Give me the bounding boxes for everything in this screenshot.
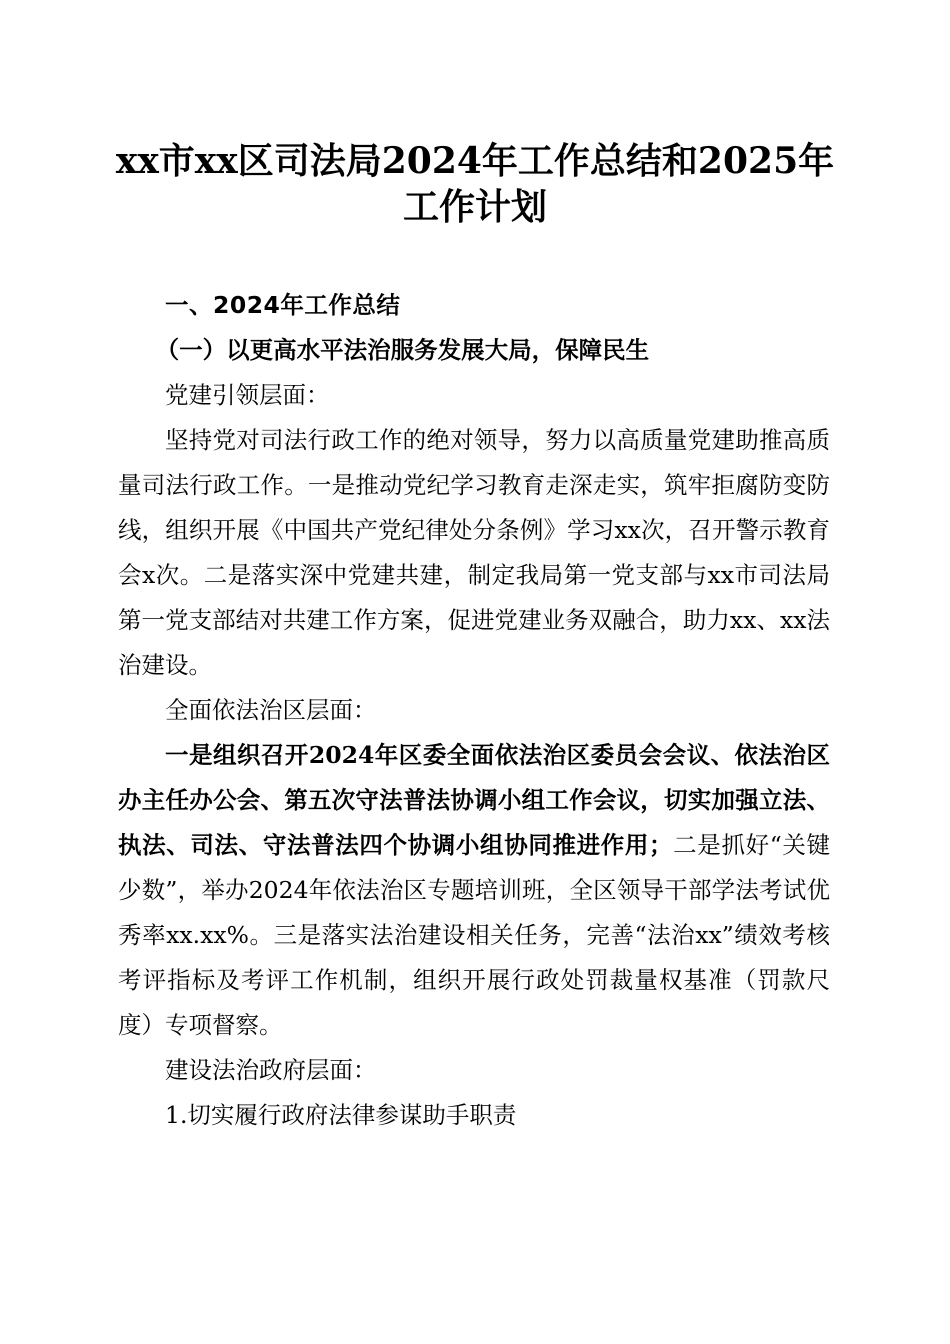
- document-title: [95, 138, 855, 230]
- party-building-label: 党建引领层面：: [165, 381, 330, 409]
- document-body: [118, 283, 830, 1138]
- rule-of-law-paragraph-rest: 二是抓好“关键少数”，举办2024年依法治区专题培训班，全区领导干部学法考试优秀率xx.xx%。三是落实法治建设相关任务，完善“法治xx”绩效考核考评指标及考评工作机制，组织开展行政处罚裁量权基准（罚款尺度）专项督察。: [118, 831, 831, 1039]
- rule-of-law-paragraph: [118, 733, 830, 1048]
- rule-of-law-label: 全面依法治区层面：: [165, 696, 377, 724]
- subsection-heading: （一）以更高水平法治服务发展大局，保障民生: [155, 336, 650, 364]
- title-line-1: xx市xx区司法局2024年工作总结和2025年: [115, 140, 835, 182]
- rule-of-law-paragraph-bold: 一是组织召开2024年区委全面依法治区委员会会议、依法治区办主任办公会、第五次守法普法协调小组工作会议，切实加强立法、执法、司法、守法普法四个协调小组协同推进作用；: [118, 741, 830, 859]
- government-label: 建设法治政府层面：: [165, 1056, 377, 1084]
- section-heading: 一、2024年工作总结: [165, 291, 401, 319]
- title-line-2: 工作计划: [402, 186, 547, 228]
- government-item-1: 1.切实履行政府法律参谋助手职责: [165, 1101, 517, 1129]
- party-building-paragraph: 坚持党对司法行政工作的绝对领导，努力以高质量党建助推高质量司法行政工作。一是推动党纪学习教育走深走实，筑牢拒腐防变防线，组织开展《中国共产党纪律处分条例》学习xx次，召开警示教育会x次。二是落实深中党建共建，制定我局第一党支部与xx市司法局第一党支部结对共建工作方案，促进党建业务双融合，助力xx、xx法治建设。: [118, 426, 830, 679]
